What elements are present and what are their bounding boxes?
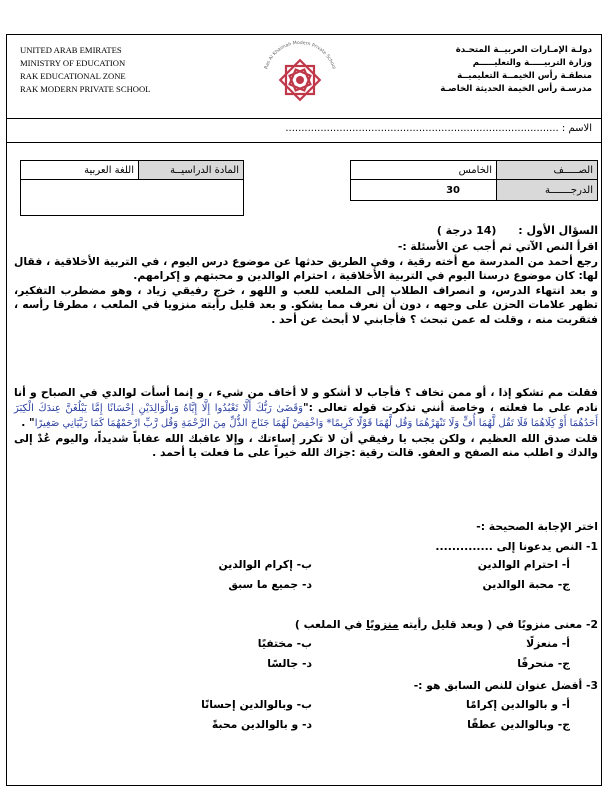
mcq-1-option-d[interactable]: د- جميع ما سبق (228, 578, 312, 591)
mcq-2-text: معنى منزويًا في ( وبعد قليل رأيته (398, 618, 583, 631)
header-ar-line: مدرسـة رأس الخيمة الحديثة الخاصـة (440, 84, 592, 94)
question-points: (14 درجة ) (436, 224, 497, 237)
name-divider (6, 142, 602, 143)
mcq-3-option-d[interactable]: د- و بالوالدين محبةً (211, 718, 312, 731)
header-en-line: MINISTRY OF EDUCATION (20, 58, 126, 68)
header-ar-line: وزارة التربيـــــة والتعليـــــم (472, 58, 592, 68)
mcq-3-option-b[interactable]: ب- وبالوالدين إحسانًا (201, 698, 312, 711)
logo-text: Ras Al Khaimah Modern Private School (264, 40, 336, 70)
mcq-1-option-a[interactable]: أ- احترام الوالدين (477, 558, 570, 571)
name-label: الاسم : (561, 123, 592, 134)
mcq-2-text-end: في الملعب ) (294, 618, 367, 631)
passage-para-4: قلت صدق الله العظيم ، ولكن يجب يا رفيقي أن لا تكرر إساءتك ، وإلا عاقبك الله عقاباً شديداً، واليوم عُدْ إلى والدك و اطلب منه الصفح و العفو. قالت رقية :جزاك الله خيراً على ما فعلت يا أحمد . (14, 431, 598, 460)
mcq-2-underlined-word: منزويًا (366, 618, 399, 631)
mcq-3-text: أفضل عنوان للنص السابق هو :- (413, 679, 583, 692)
header-divider (6, 118, 602, 119)
subject-empty-box (20, 178, 244, 216)
mcq-2-option-b[interactable]: ب- مختفيًا (257, 637, 312, 650)
subject-label: المادة الدراسيــة (139, 161, 244, 180)
grade-label: الصـــــف (497, 161, 598, 180)
mcq-3-stem (414, 679, 598, 692)
student-name-row (285, 123, 592, 134)
passage-para-2: و بعد انتهاء الدرس، و انصراف الطلاب إلى الملعب للعب و اللهو ، خرج رفيقي زياد ، وهو مضطرب التفكير، تظهر علامات الحزن على وجهه ، دون أن نعرف مما يشكو. و بعد قليل رأيته منزويا في الملعب ، مطرقا رأسه ، فتقربت منه ، وقلت له عمن تبحث ؟ فأجابني لا أبحث عن أحد . (14, 283, 598, 326)
header-arabic (372, 44, 592, 96)
header-en-line: UNITED ARAB EMIRATES (20, 45, 122, 55)
header-en-line: RAK MODERN PRIVATE SCHOOL (20, 84, 151, 94)
mcq-instruction: اختر الإجابة الصحيحة :- (476, 520, 598, 533)
score-value: 30 (351, 180, 497, 201)
mcq-3-option-c[interactable]: ج- وبالوالدين عطفًا (467, 718, 570, 731)
school-logo (254, 36, 346, 118)
passage-para-1: رجع أحمد من المدرسة مع أخته رقية ، وفي الطريق حدثها عن موضوع درس اليوم ، في التربية الأخلاقية ، فقال لها: كان موضوع درسنا اليوم في التربية الأخلاقية ، احترام الوالدين و محبتهم و إكرامهم. (14, 254, 598, 283)
passage (14, 240, 598, 328)
mcq-1-text: النص يدعونا إلى .............. (435, 540, 583, 553)
mcq-3-number: 3- (582, 679, 598, 692)
question-title (437, 224, 598, 237)
subject-value: اللغة العربية (21, 161, 139, 180)
mcq-3-option-a[interactable]: أ- و بالوالدين إكرامًا (466, 698, 570, 711)
mcq-1-option-c[interactable]: ج- محبة الوالدين (482, 578, 570, 591)
para3-text: فقلت مم تشكو إذا ، أو ممن تخاف ؟ فأجاب لا أشكو و لا أخاف من شيء ، و إنما أسأت لوالدي في الصباح و أنا نادم على ما فعلته ، وخاصة أنني تذكرت قوله تعالى :" (14, 386, 598, 414)
mcq-2-option-c[interactable]: ج- منحرفًا (517, 657, 570, 670)
mcq-2-stem (295, 618, 598, 631)
header-en-line: RAK EDUCATIONAL ZONE (20, 71, 126, 81)
instruction: اقرأ النص الآتي ثم أجب عن الأسئلة :- (397, 240, 598, 253)
mcq-2-number: 2- (582, 618, 598, 631)
name-field[interactable]: ...................................................................................... (285, 123, 559, 134)
question-label: السؤال الأول : (518, 224, 598, 237)
quran-verse: وَقَضَىٰ رَبُّكَ أَلَّا تَعْبُدُوا إِلَّا إِيَّاهُ وَبِالْوَالِدَيْنِ إِحْسَانًا إِمَّا يَبْلُغَنَّ عِندَكَ الْكِبَرَ أَحَدُهُمَا أَوْ كِلَاهُمَا فَلَا تَقُل لَّهُمَا أُفٍّ وَلَا تَنْهَرْهُمَا وَقُل لَّهُمَا قَوْلًا كَرِيمًا* وَاخْفِضْ لَهُمَا جَنَاحَ الذُّلِّ مِنَ الرَّحْمَةِ وَقُل رَّبِّ ارْحَمْهُمَا كَمَا رَبَّيَانِي صَغِيرًا (14, 402, 598, 430)
subject-table (20, 160, 244, 180)
mcq-1-number: 1- (582, 540, 598, 553)
header-ar-line: منطقـة رأس الخيمــة التعليميــة (457, 71, 592, 81)
mcq-1-option-b[interactable]: ب- إكرام الوالدين (218, 558, 312, 571)
passage-para-3 (14, 386, 598, 432)
header-english (20, 44, 230, 96)
grade-score-table (350, 160, 598, 201)
grade-value: الخامس (351, 161, 497, 180)
mcq-1-stem (435, 540, 598, 553)
header-ar-line: دولـة الإمـارات العربيــة المتحـدة (455, 45, 592, 55)
score-label: الدرجـــــــة (497, 180, 598, 201)
passage-continued (14, 386, 598, 461)
para3-close: " . (21, 416, 35, 430)
mcq-2-option-a[interactable]: أ- منعزلًا (526, 637, 570, 650)
mcq-2-option-d[interactable]: د- جالسًا (267, 657, 312, 670)
